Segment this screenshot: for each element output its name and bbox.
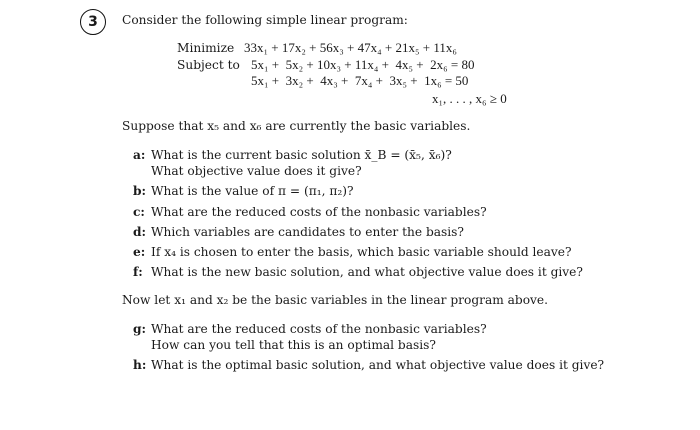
question-c-label: c: <box>133 205 145 219</box>
question-c-line1: What are the reduced costs of the nonbasic variables? <box>151 205 487 219</box>
minimize-label: Minimize <box>177 41 235 55</box>
question-h-label: h: <box>133 358 147 372</box>
problem-number-badge: 3 <box>80 9 106 35</box>
question-g-line1: What are the reduced costs of the nonbasic variables? <box>151 322 487 336</box>
now-let-statement: Now let x₁ and x₂ be the basic variables in the linear program above. <box>122 293 549 307</box>
question-g-label: g: <box>133 322 147 336</box>
question-d-line1: Which variables are candidates to enter the basis? <box>151 225 464 239</box>
question-d-label: d: <box>133 225 147 239</box>
question-a-label: a: <box>133 148 146 162</box>
constraint-1: 5x₁ + 5x₂ + 10x₃ + 11x₄ + 4x₅ + 2x₆ = 80 <box>251 57 475 72</box>
question-h-line1: What is the optimal basic solution, and what objective value does it give? <box>151 358 605 372</box>
question-f-label: f: <box>133 265 143 279</box>
objective-function: 33x₁ + 17x₂ + 56x₃ + 47x₄ + 21x₅ + 11x₆ <box>244 40 457 55</box>
question-a-line1: What is the current basic solution x̄_B = (x̄₅, x̄₆)? <box>151 148 452 162</box>
subject-to-label: Subject to <box>177 58 240 72</box>
question-g-line2: How can you tell that this is an optimal basis? <box>151 338 436 352</box>
question-f-line1: What is the new basic solution, and what objective value does it give? <box>151 265 583 279</box>
problem-intro: Consider the following simple linear program: <box>122 13 408 27</box>
constraint-2: 5x₁ + 3x₂ + 4x₃ + 7x₄ + 3x₅ + 1x₆ = 50 <box>251 73 469 88</box>
question-e-label: e: <box>133 245 146 259</box>
suppose-statement: Suppose that x₅ and x₆ are currently the basic variables. <box>122 119 471 133</box>
question-b-label: b: <box>133 184 147 198</box>
question-a-line2: What objective value does it give? <box>151 164 362 178</box>
question-e-line1: If x₄ is chosen to enter the basis, which basic variable should leave? <box>151 245 572 259</box>
nonnegativity-constraint: x₁, . . . , x₆ ≥ 0 <box>432 91 507 106</box>
question-b-line1: What is the value of π = (π₁, π₂)? <box>151 184 354 198</box>
